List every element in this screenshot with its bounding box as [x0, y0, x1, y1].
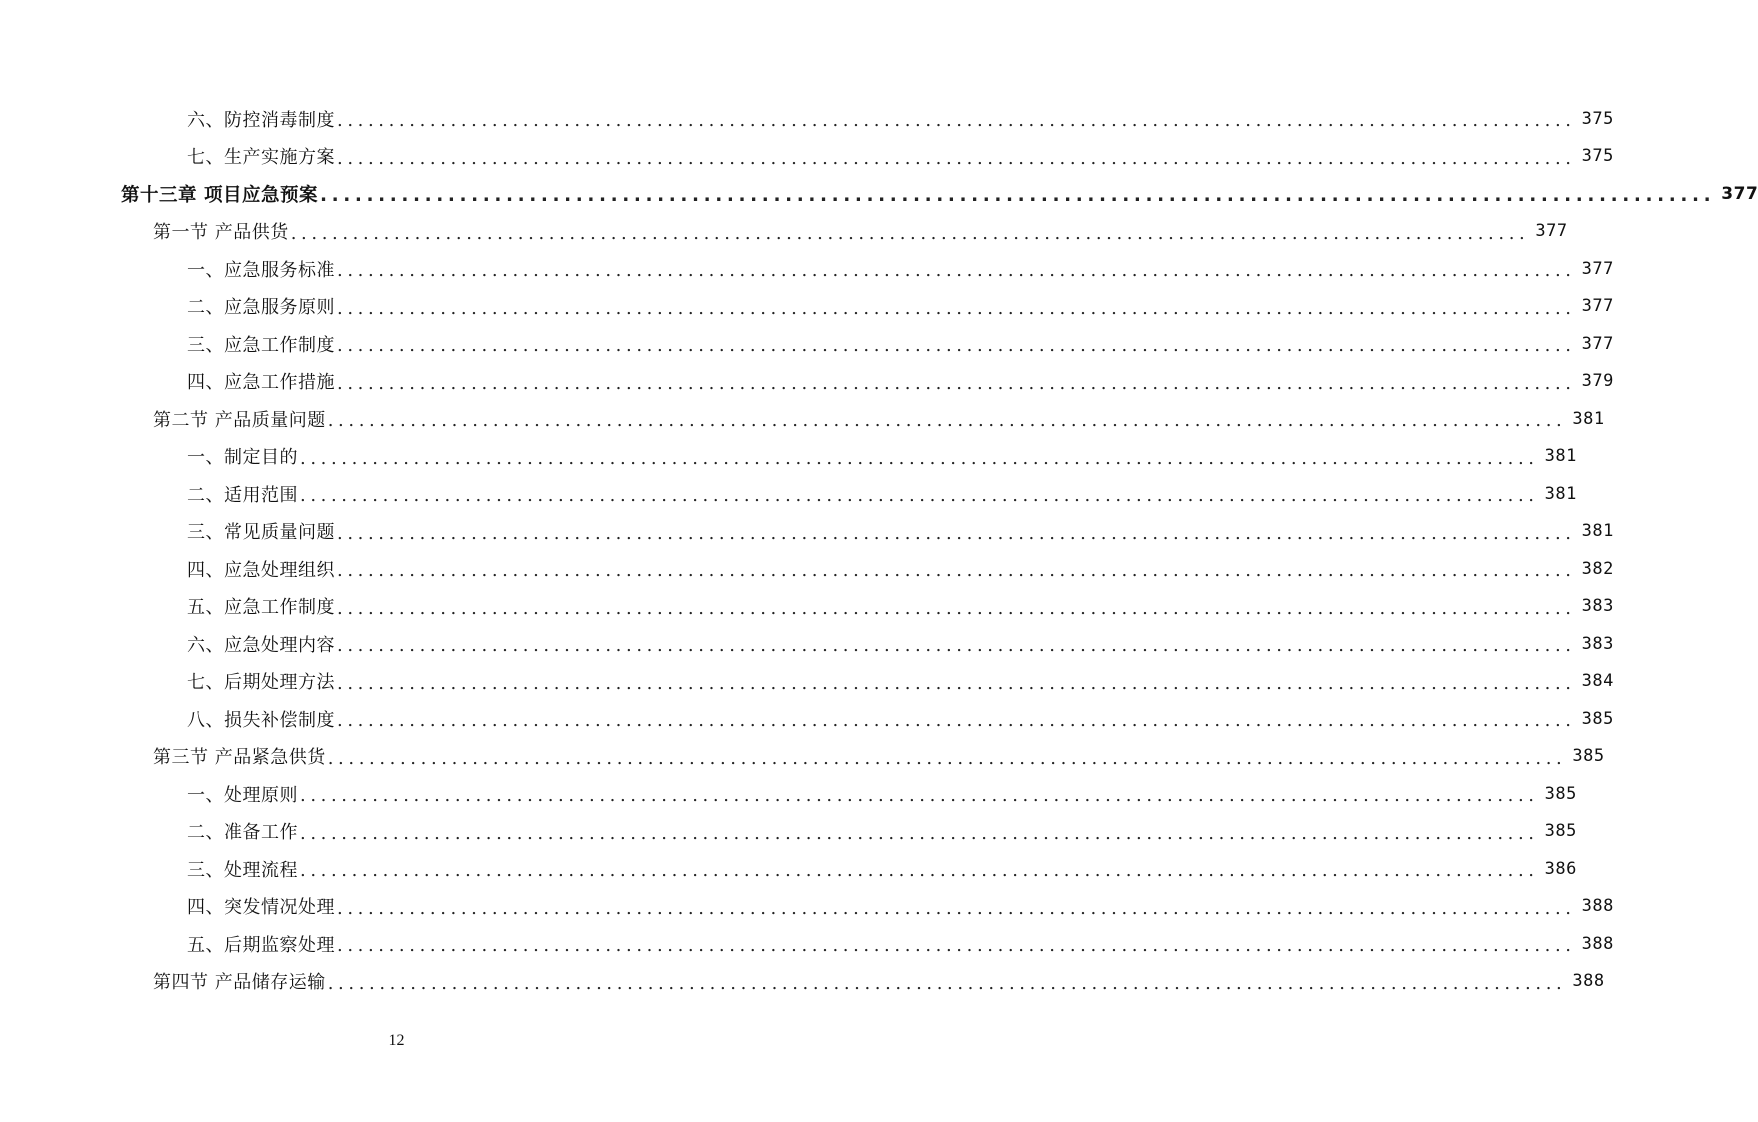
toc-entry-chapter[interactable]	[0, 175, 1758, 213]
dot-leader: ........................................................................................................................	[300, 822, 1539, 844]
toc-entry-page: 383	[1581, 633, 1614, 654]
toc-entry-item[interactable]	[0, 250, 1614, 288]
toc-entry-item[interactable]	[0, 850, 1577, 888]
dot-leader: ........................................................................................................................	[290, 222, 1530, 244]
toc-entry-title: 五、应急工作制度	[187, 597, 335, 619]
toc-entry-item[interactable]	[0, 550, 1614, 588]
toc-entry-page: 385	[1544, 821, 1577, 842]
toc-entry-title: 第一节 产品供货	[153, 222, 289, 244]
dot-leader: ........................................................................................................................	[337, 672, 1576, 694]
dot-leader: ........................................................................................................................	[327, 747, 1567, 769]
toc-entry-title: 一、制定目的	[187, 447, 298, 469]
toc-entry-title: 一、应急服务标准	[187, 259, 335, 281]
toc-entry-item[interactable]	[0, 138, 1614, 176]
toc-entry-title: 第十三章 项目应急预案	[121, 184, 318, 206]
toc-entry-title: 第四节 产品储存运输	[153, 972, 326, 994]
dot-leader: ........................................................................................................................	[337, 297, 1576, 319]
toc-entry-page: 381	[1572, 408, 1605, 429]
toc-entry-section[interactable]	[0, 738, 1605, 776]
toc-entry-item[interactable]	[0, 438, 1577, 476]
toc-entry-title: 五、后期监察处理	[187, 934, 335, 956]
toc-entry-page: 382	[1581, 558, 1614, 579]
dot-leader: ........................................................................................................................	[337, 635, 1576, 657]
toc-entry-page: 377	[1581, 333, 1614, 354]
toc-entry-section[interactable]	[0, 213, 1568, 251]
toc-entry-item[interactable]	[0, 513, 1614, 551]
toc-entry-item[interactable]	[0, 363, 1614, 401]
toc-entry-page: 379	[1581, 371, 1614, 392]
page-number: 12	[388, 1032, 405, 1049]
toc-entry-page: 381	[1544, 483, 1577, 504]
toc-entry-page: 385	[1572, 746, 1605, 767]
toc-entry-title: 八、损失补偿制度	[187, 709, 335, 731]
toc-entry-section[interactable]	[0, 400, 1605, 438]
toc-entry-item[interactable]	[0, 475, 1577, 513]
toc-entry-item[interactable]	[0, 288, 1614, 326]
toc-entry-item[interactable]	[0, 888, 1614, 926]
toc-entry-title: 七、后期处理方法	[187, 672, 335, 694]
dot-leader: ........................................................................................................................	[337, 560, 1576, 582]
dot-leader: ........................................................................................................................	[337, 147, 1576, 169]
toc-entry-title: 二、适用范围	[187, 484, 298, 506]
toc-entry-page: 386	[1544, 858, 1577, 879]
dot-leader: ........................................................................................................................	[337, 522, 1576, 544]
dot-leader: ........................................................................................................................	[300, 485, 1539, 507]
toc-entry-page: 388	[1581, 933, 1614, 954]
dot-leader: ........................................................................................................................	[337, 335, 1576, 357]
toc-entry-title: 七、生产实施方案	[187, 147, 335, 169]
dot-leader: ........................................................................................................................	[337, 260, 1576, 282]
toc-entry-title: 一、处理原则	[187, 784, 298, 806]
toc-entry-page: 385	[1544, 783, 1577, 804]
toc-entry-page: 377	[1535, 221, 1568, 242]
toc-entry-page: 388	[1581, 896, 1614, 917]
toc-entry-page: 375	[1581, 146, 1614, 167]
toc-entry-item[interactable]	[0, 700, 1614, 738]
toc-entry-page: 377	[1581, 258, 1614, 279]
toc-entry-item[interactable]	[0, 813, 1577, 851]
toc-entry-item[interactable]	[0, 588, 1614, 626]
toc-entry-page: 381	[1544, 446, 1577, 467]
toc-entry-title: 四、应急工作措施	[187, 372, 335, 394]
toc-entry-item[interactable]	[0, 925, 1614, 963]
toc-entry-title: 二、应急服务原则	[187, 297, 335, 319]
toc-entry-page: 381	[1581, 521, 1614, 542]
toc-entry-page: 383	[1581, 596, 1614, 617]
toc-entry-item[interactable]	[0, 663, 1614, 701]
toc-entry-item[interactable]	[0, 775, 1577, 813]
toc-entry-title: 第三节 产品紧急供货	[153, 747, 326, 769]
dot-leader: ........................................................................................................................	[337, 710, 1576, 732]
toc-entry-title: 四、应急处理组织	[187, 559, 335, 581]
toc-entry-title: 第二节 产品质量问题	[153, 409, 326, 431]
dot-leader: ........................................................................................................................	[337, 597, 1576, 619]
toc-entry-title: 三、常见质量问题	[187, 522, 335, 544]
dot-leader: ........................................................................................................................	[300, 447, 1539, 469]
toc-entry-page: 375	[1581, 108, 1614, 129]
toc-entry-title: 二、准备工作	[187, 822, 298, 844]
toc-entry-page: 377	[1581, 296, 1614, 317]
toc-entry-page: 388	[1572, 971, 1605, 992]
toc-entry-page: 384	[1581, 671, 1614, 692]
dot-leader: ........................................................................................................................	[327, 972, 1567, 994]
dot-leader: ........................................................................................................................	[337, 897, 1576, 919]
dot-leader: ........................................................................................................................	[337, 110, 1576, 132]
toc-entry-page: 377	[1721, 183, 1758, 204]
toc-entry-title: 六、防控消毒制度	[187, 109, 335, 131]
dot-leader: ........................................................................................................................	[337, 935, 1576, 957]
toc-entry-section[interactable]	[0, 963, 1605, 1001]
toc-entry-page: 385	[1581, 708, 1614, 729]
toc-entry-item[interactable]	[0, 625, 1614, 663]
table-of-contents	[0, 100, 1758, 1000]
dot-leader: ........................................................................................................................	[300, 785, 1539, 807]
dot-leader: ........................................................................................................................	[327, 410, 1567, 432]
toc-entry-item[interactable]	[0, 325, 1614, 363]
toc-entry-title: 三、处理流程	[187, 859, 298, 881]
dot-leader: ........................................................................................................................	[337, 372, 1576, 394]
toc-entry-title: 六、应急处理内容	[187, 634, 335, 656]
dot-leader: ........................................................................................................................	[300, 860, 1539, 882]
toc-entry-title: 四、突发情况处理	[187, 897, 335, 919]
dot-leader: ........................................................................................................................	[319, 185, 1716, 207]
toc-entry-item[interactable]	[0, 100, 1614, 138]
toc-entry-title: 三、应急工作制度	[187, 334, 335, 356]
